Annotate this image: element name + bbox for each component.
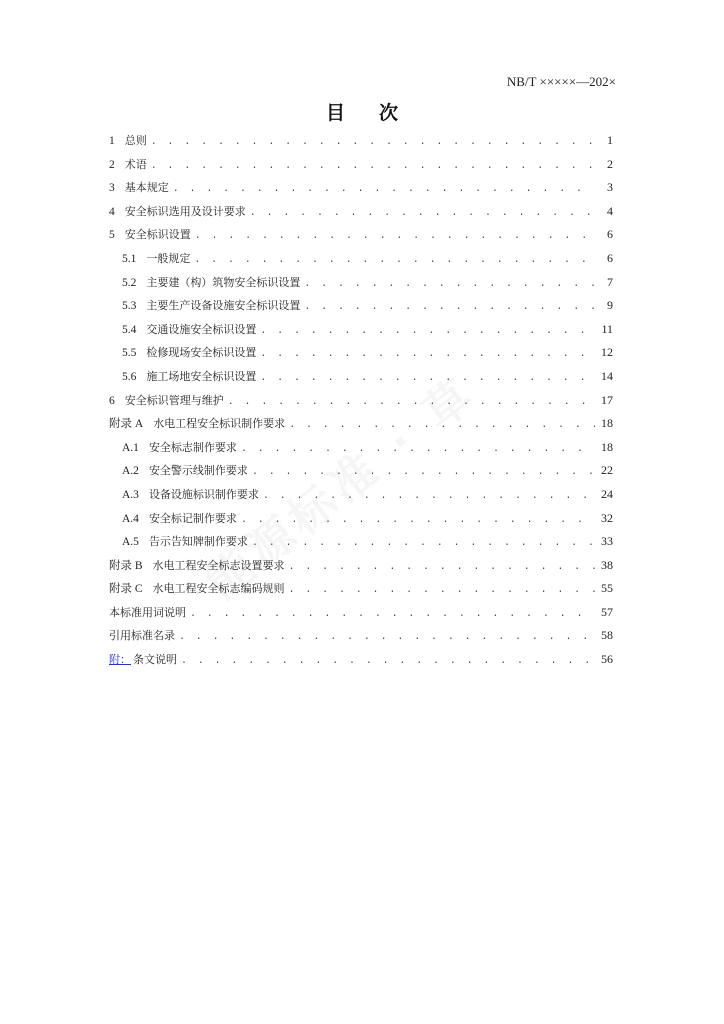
- toc-entry-number: 5: [109, 229, 115, 242]
- toc-entry[interactable]: [109, 390, 613, 414]
- toc-page-number: 33: [601, 534, 613, 549]
- toc-dot-leader: [151, 133, 595, 153]
- toc-entry-number: 1: [109, 135, 115, 147]
- toc-dot-leader: [190, 605, 595, 625]
- toc-entry[interactable]: [109, 201, 613, 225]
- document-code: NB/T ×××××—202×: [506, 74, 616, 89]
- toc-page-number: 11: [601, 321, 613, 336]
- toc-entry-number: 2: [109, 158, 115, 171]
- toc-entry-number: 5.1: [122, 252, 137, 265]
- toc-entry[interactable]: [109, 649, 613, 673]
- toc-dot-leader: [173, 180, 595, 200]
- toc-page-number: 18: [601, 439, 613, 454]
- toc-page-number: 18: [601, 416, 613, 431]
- toc-page-number: 12: [601, 345, 613, 360]
- table-of-contents: [109, 130, 613, 673]
- toc-dot-leader: [241, 440, 595, 460]
- toc-entry[interactable]: [109, 177, 613, 201]
- toc-page-number: 56: [601, 652, 613, 667]
- toc-page-number: 14: [601, 368, 613, 383]
- toc-dot-leader: [151, 157, 595, 177]
- toc-entry-number: 5.5: [122, 347, 137, 360]
- toc-entry[interactable]: [109, 248, 613, 272]
- toc-dot-leader: [260, 345, 595, 365]
- toc-entry-label: 检修现场安全标识设置: [146, 346, 257, 360]
- toc-page-number: 24: [601, 486, 613, 501]
- toc-dot-leader: [263, 487, 595, 507]
- toc-page-number: 4: [607, 203, 613, 218]
- toc-entry-number: 3: [109, 182, 115, 195]
- toc-entry-number: 5.6: [122, 370, 137, 383]
- toc-entry[interactable]: [109, 154, 613, 178]
- toc-entry[interactable]: [109, 295, 613, 319]
- toc-entry-number: 5.2: [122, 276, 137, 289]
- toc-entry-label: 告示告知牌制作要求: [148, 535, 248, 549]
- toc-entry[interactable]: [109, 319, 613, 343]
- toc-entry-label: 安全标识管理与维护: [124, 393, 224, 407]
- toc-entry-label: 安全标记制作要求: [148, 511, 237, 525]
- toc-page-number: 9: [607, 298, 613, 313]
- toc-entry[interactable]: [109, 578, 613, 602]
- toc-entry-label: 本标准用词说明: [109, 605, 186, 619]
- toc-entry-label: 总则: [124, 134, 147, 147]
- toc-entry-label: 设备设施标识制作要求: [148, 487, 259, 501]
- toc-entry-label: 一般规定: [146, 251, 191, 265]
- toc-page-number: 7: [607, 274, 613, 289]
- toc-page-number: 6: [607, 250, 613, 265]
- toc-dot-leader: [260, 322, 595, 342]
- toc-dot-leader: [260, 369, 595, 389]
- toc-entry-label: 施工场地安全标识设置: [146, 369, 257, 383]
- toc-entry-number: A.4: [122, 512, 139, 525]
- toc-entry-number: 4: [109, 205, 115, 218]
- toc-dot-leader: [289, 581, 595, 601]
- toc-dot-leader: [252, 534, 595, 554]
- toc-dot-leader: [194, 251, 595, 271]
- toc-dot-leader: [304, 298, 595, 318]
- toc-entry-label: 安全警示线制作要求: [148, 464, 248, 478]
- toc-entry-number: A.5: [122, 536, 139, 549]
- toc-dot-leader: [289, 558, 595, 578]
- toc-dot-leader: [179, 628, 595, 648]
- toc-entry[interactable]: [109, 555, 613, 579]
- toc-entry-label: 主要建（构）筑物安全标识设置: [146, 275, 301, 289]
- toc-entry-label: 基本规定: [124, 181, 169, 195]
- toc-entry-number: A.3: [122, 488, 139, 501]
- toc-entry-label: 安全标志制作要求: [148, 440, 237, 454]
- toc-entry-label: 术语: [124, 157, 147, 171]
- toc-entry[interactable]: [109, 130, 613, 154]
- toc-entry[interactable]: [109, 508, 613, 532]
- toc-entry-number: 6: [109, 394, 115, 407]
- toc-dot-leader: [195, 227, 595, 247]
- toc-page-number: 22: [601, 463, 613, 478]
- toc-entry[interactable]: [109, 413, 613, 437]
- toc-entry-label: 条文说明: [133, 653, 177, 667]
- toc-page-number: 3: [607, 180, 613, 195]
- toc-dot-leader: [250, 204, 595, 224]
- toc-entry[interactable]: [109, 602, 613, 626]
- toc-page-number: 58: [601, 628, 613, 643]
- toc-title: 目次: [325, 102, 432, 124]
- toc-page-number: 1: [607, 133, 613, 147]
- toc-entry[interactable]: [109, 625, 613, 649]
- toc-page-number: 17: [601, 392, 613, 407]
- toc-entry-number: 附录 C: [109, 583, 143, 596]
- toc-entry-link[interactable]: 附：: [109, 653, 131, 667]
- toc-entry-label: 引用标准名录: [109, 629, 175, 643]
- toc-entry-label: 水电工程安全标识制作要求: [153, 417, 286, 431]
- toc-entry[interactable]: [109, 531, 613, 555]
- toc-dot-leader: [181, 652, 595, 672]
- toc-dot-leader: [304, 275, 595, 295]
- toc-entry-label: 水电工程安全标志编码规则: [152, 582, 285, 596]
- toc-page-number: 2: [607, 156, 613, 171]
- toc-entry-label: 水电工程安全标志设置要求: [152, 558, 285, 572]
- toc-entry-number: A.1: [122, 441, 139, 454]
- toc-dot-leader: [252, 463, 595, 483]
- toc-page-number: 38: [601, 557, 613, 572]
- toc-page-number: 32: [601, 510, 613, 525]
- toc-entry-number: A.2: [122, 465, 139, 478]
- toc-entry[interactable]: [109, 224, 613, 248]
- toc-entry[interactable]: [109, 460, 613, 484]
- toc-entry[interactable]: [109, 272, 613, 296]
- toc-entry[interactable]: [109, 342, 613, 366]
- toc-entry[interactable]: [109, 437, 613, 461]
- toc-page-number: 6: [607, 227, 613, 242]
- toc-entry-number: 5.4: [122, 323, 137, 336]
- toc-entry-label: 交通设施安全标识设置: [146, 322, 257, 336]
- toc-page-number: 57: [601, 604, 613, 619]
- toc-entry-label: 安全标识设置: [124, 228, 191, 242]
- toc-entry-number: 附录 A: [109, 418, 144, 431]
- toc-entry-label: 安全标识选用及设计要求: [124, 204, 246, 218]
- toc-dot-leader: [241, 511, 595, 531]
- toc-page-number: 55: [601, 581, 613, 596]
- toc-entry[interactable]: [109, 366, 613, 390]
- toc-entry-label: 主要生产设备设施安全标识设置: [146, 299, 301, 313]
- toc-dot-leader: [228, 393, 595, 413]
- toc-entry-number: 附录 B: [109, 559, 143, 572]
- toc-entry[interactable]: [109, 484, 613, 508]
- toc-dot-leader: [289, 416, 595, 436]
- toc-entry-number: 5.3: [122, 300, 137, 313]
